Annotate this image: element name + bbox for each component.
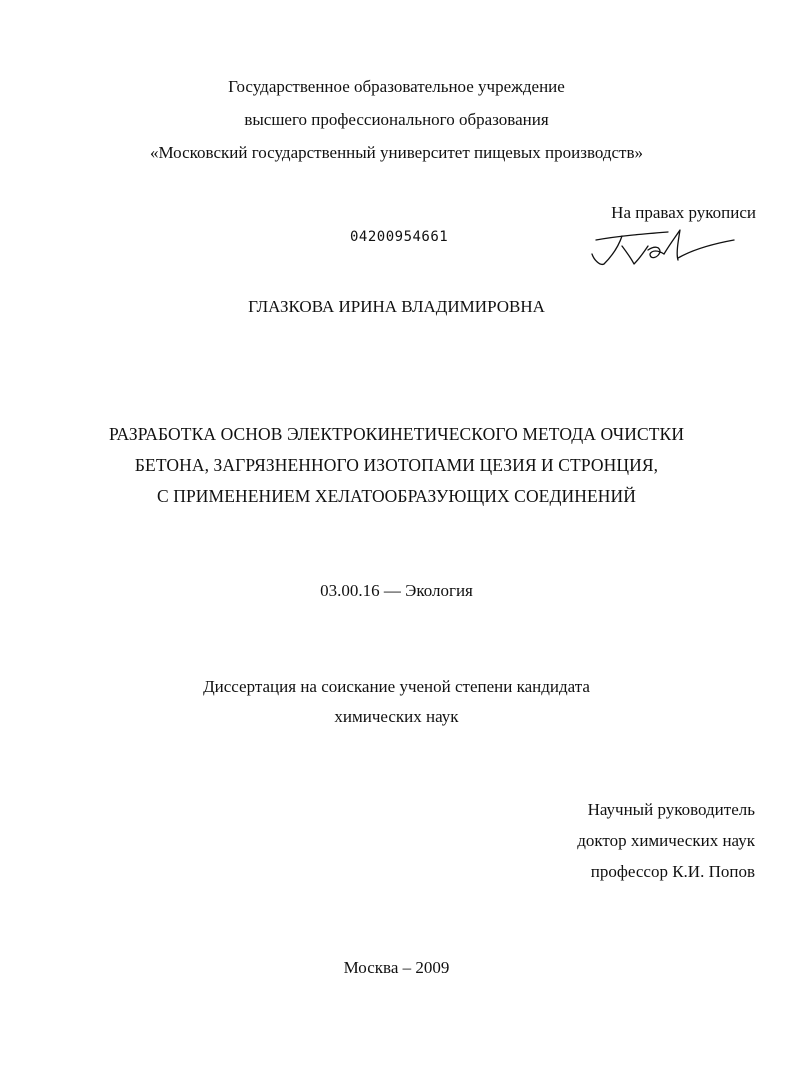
institution-line-2: высшего профессионального образования	[244, 110, 549, 129]
city-year: Москва – 2009	[343, 958, 450, 977]
author-name: ГЛАЗКОВА ИРИНА ВЛАДИМИРОВНА	[248, 297, 545, 316]
thesis-title-line-3: С ПРИМЕНЕНИЕМ ХЕЛАТООБРАЗУЮЩИХ СОЕДИНЕНИЙ	[156, 486, 636, 506]
institution-line-1: Государственное образовательное учреждение	[228, 77, 565, 96]
document-number: 04200954661	[350, 229, 449, 245]
handwritten-signature	[588, 224, 738, 274]
thesis-title-line-2: БЕТОНА, ЗАГРЯЗНЕННОГО ИЗОТОПАМИ ЦЕЗИЯ И СТРОНЦИЯ,	[134, 455, 659, 475]
dissertation-line-1: Диссертация на соискание ученой степени кандидата	[203, 677, 590, 696]
thesis-title-line-1: РАЗРАБОТКА ОСНОВ ЭЛЕКТРОКИНЕТИЧЕСКОГО МЕТОДА ОЧИСТКИ	[108, 424, 685, 444]
institution-line-3: «Московский государственный университет пищевых производств»	[149, 143, 644, 162]
supervisor-name: профессор К.И. Попов	[590, 862, 755, 881]
dissertation-line-2: химических наук	[334, 707, 459, 726]
manuscript-rights-note: На правах рукописи	[611, 203, 756, 222]
supervisor-degree: доктор химических наук	[577, 831, 755, 850]
supervisor-role: Научный руководитель	[587, 800, 755, 819]
specialty-code: 03.00.16 — Экология	[320, 581, 473, 600]
